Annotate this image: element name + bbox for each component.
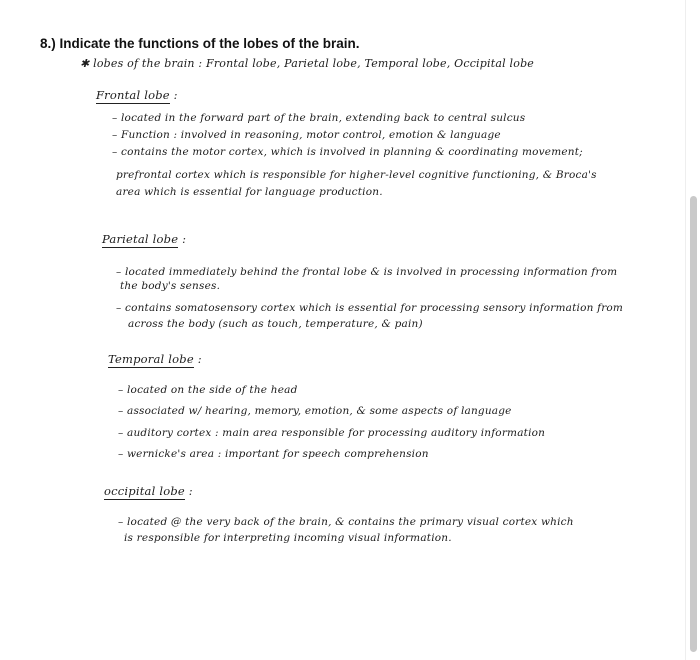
parietal-line-1: – located immediately behind the frontal lobe & is involved in processing information from [116,266,618,278]
vertical-scrollbar[interactable] [685,0,700,660]
parietal-lobe-heading: Parietal lobe : [102,232,187,246]
scrollbar-thumb[interactable] [690,196,697,652]
temporal-line-1: – located on the side of the head [118,384,298,396]
frontal-line-1: – located in the forward part of the brain, extending back to central sulcus [112,112,526,124]
temporal-lobe-heading: Temporal lobe : [108,352,202,366]
frontal-line-3: – contains the motor cortex, which is involved in planning & coordinating movement; [112,146,583,158]
parietal-line-4: across the body (such as touch, temperature, & pain) [128,318,423,330]
frontal-lobe-heading: Frontal lobe : [96,88,178,102]
occipital-line-2: is responsible for interpreting incoming visual information. [124,532,452,544]
temporal-line-4: – wernicke's area : important for speech comprehension [118,448,429,460]
parietal-lobe-heading-text: Parietal lobe [102,232,179,246]
temporal-lobe-heading-text: Temporal lobe [108,352,194,366]
lobes-list-line: ✱ lobes of the brain : Frontal lobe, Parietal lobe, Temporal lobe, Occipital lobe [80,57,535,70]
frontal-line-5: area which is essential for language production. [116,186,383,198]
frontal-line-2: – Function : involved in reasoning, motor control, emotion & language [112,129,501,141]
occipital-lobe-heading-text: occipital lobe [104,484,185,498]
frontal-line-4: prefrontal cortex which is responsible for higher-level cognitive functioning, & Broca's [116,169,597,181]
occipital-line-1: – located @ the very back of the brain, & contains the primary visual cortex which [118,516,574,528]
temporal-line-2: – associated w/ hearing, memory, emotion, & some aspects of language [118,405,512,417]
occipital-lobe-heading: occipital lobe : [104,484,193,498]
parietal-line-3: – contains somatosensory cortex which is essential for processing sensory information from [116,302,624,314]
parietal-line-2: the body's senses. [120,280,221,292]
frontal-lobe-heading-text: Frontal lobe [96,88,170,102]
temporal-line-3: – auditory cortex : main area responsible for processing auditory information [118,427,546,439]
question-title: 8.) Indicate the functions of the lobes of the brain. [40,36,360,51]
